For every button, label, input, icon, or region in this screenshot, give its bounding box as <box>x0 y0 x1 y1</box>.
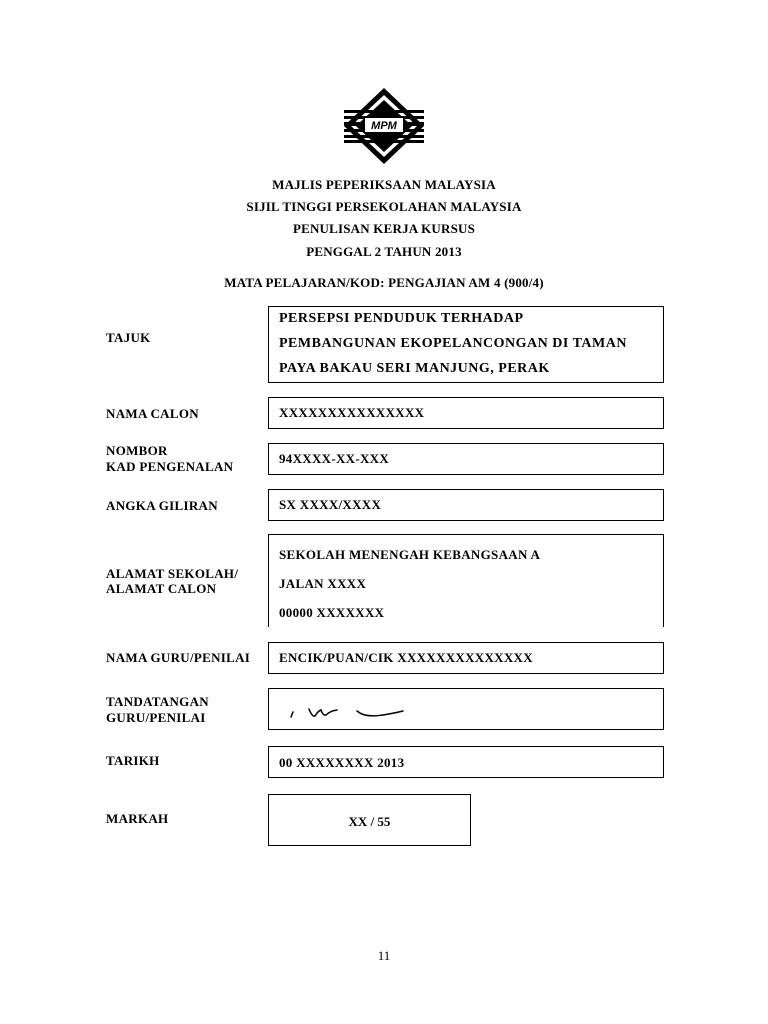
signature-image <box>279 699 419 723</box>
tajuk-line-2: PEMBANGUNAN EKOPELANCONGAN DI TAMAN <box>279 336 627 351</box>
alamat-line-2: JALAN XXXX <box>279 576 367 591</box>
alamat-box <box>268 534 664 627</box>
tajuk-line-1: PERSEPSI PENDUDUK TERHADAP <box>279 311 524 326</box>
tarikh-box <box>268 746 664 778</box>
alamat-label-1: ALAMAT SEKOLAH/ <box>106 566 239 581</box>
tarikh-label: TARIKH <box>106 753 160 768</box>
angka-giliran-value: SX XXXX/XXXX <box>279 497 382 512</box>
subject-line: MATA PELAJARAN/KOD: PENGAJIAN AM 4 (900/4) <box>224 275 544 290</box>
header-line-2: SIJIL TINGGI PERSEKOLAHAN MALAYSIA <box>246 199 522 214</box>
markah-value: XX / 55 <box>348 814 391 829</box>
nama-guru-value: ENCIK/PUAN/CIK XXXXXXXXXXXXXX <box>279 650 533 665</box>
nombor-kp-box <box>268 443 664 475</box>
nombor-kp-label-1: NOMBOR <box>106 443 168 458</box>
markah-label: MARKAH <box>106 811 169 826</box>
nama-calon-box <box>268 397 664 429</box>
tarikh-value: 00 XXXXXXXX 2013 <box>279 755 405 770</box>
alamat-label-2: ALAMAT CALON <box>106 581 217 596</box>
tajuk-line-3: PAYA BAKAU SERI MANJUNG, PERAK <box>279 361 550 376</box>
nombor-kp-label-2: KAD PENGENALAN <box>106 459 234 474</box>
alamat-line-3: 00000 XXXXXXX <box>279 605 385 620</box>
mpm-logo <box>344 88 424 164</box>
markah-box <box>268 794 471 846</box>
tandatangan-label-1: TANDATANGAN <box>106 694 209 709</box>
nombor-kp-value: 94XXXX-XX-XXX <box>279 451 390 466</box>
header-line-4: PENGGAL 2 TAHUN 2013 <box>306 244 462 259</box>
nama-calon-label: NAMA CALON <box>106 406 199 421</box>
tajuk-label: TAJUK <box>106 330 151 345</box>
tajuk-box <box>268 306 664 383</box>
alamat-line-1: SEKOLAH MENENGAH KEBANGSAAN A <box>279 547 541 562</box>
nama-calon-value: XXXXXXXXXXXXXXX <box>279 405 425 420</box>
angka-giliran-box <box>268 489 664 521</box>
header-line-1: MAJLIS PEPERIKSAAN MALAYSIA <box>272 177 496 192</box>
page-number: 11 <box>377 948 391 963</box>
tandatangan-label-2: GURU/PENILAI <box>106 710 206 725</box>
logo-text: MPM <box>371 120 397 132</box>
nama-guru-label: NAMA GURU/PENILAI <box>106 650 251 665</box>
header-line-3: PENULISAN KERJA KURSUS <box>292 221 476 236</box>
angka-giliran-label: ANGKA GILIRAN <box>106 498 218 513</box>
tandatangan-box <box>268 688 664 730</box>
nama-guru-box <box>268 642 664 674</box>
